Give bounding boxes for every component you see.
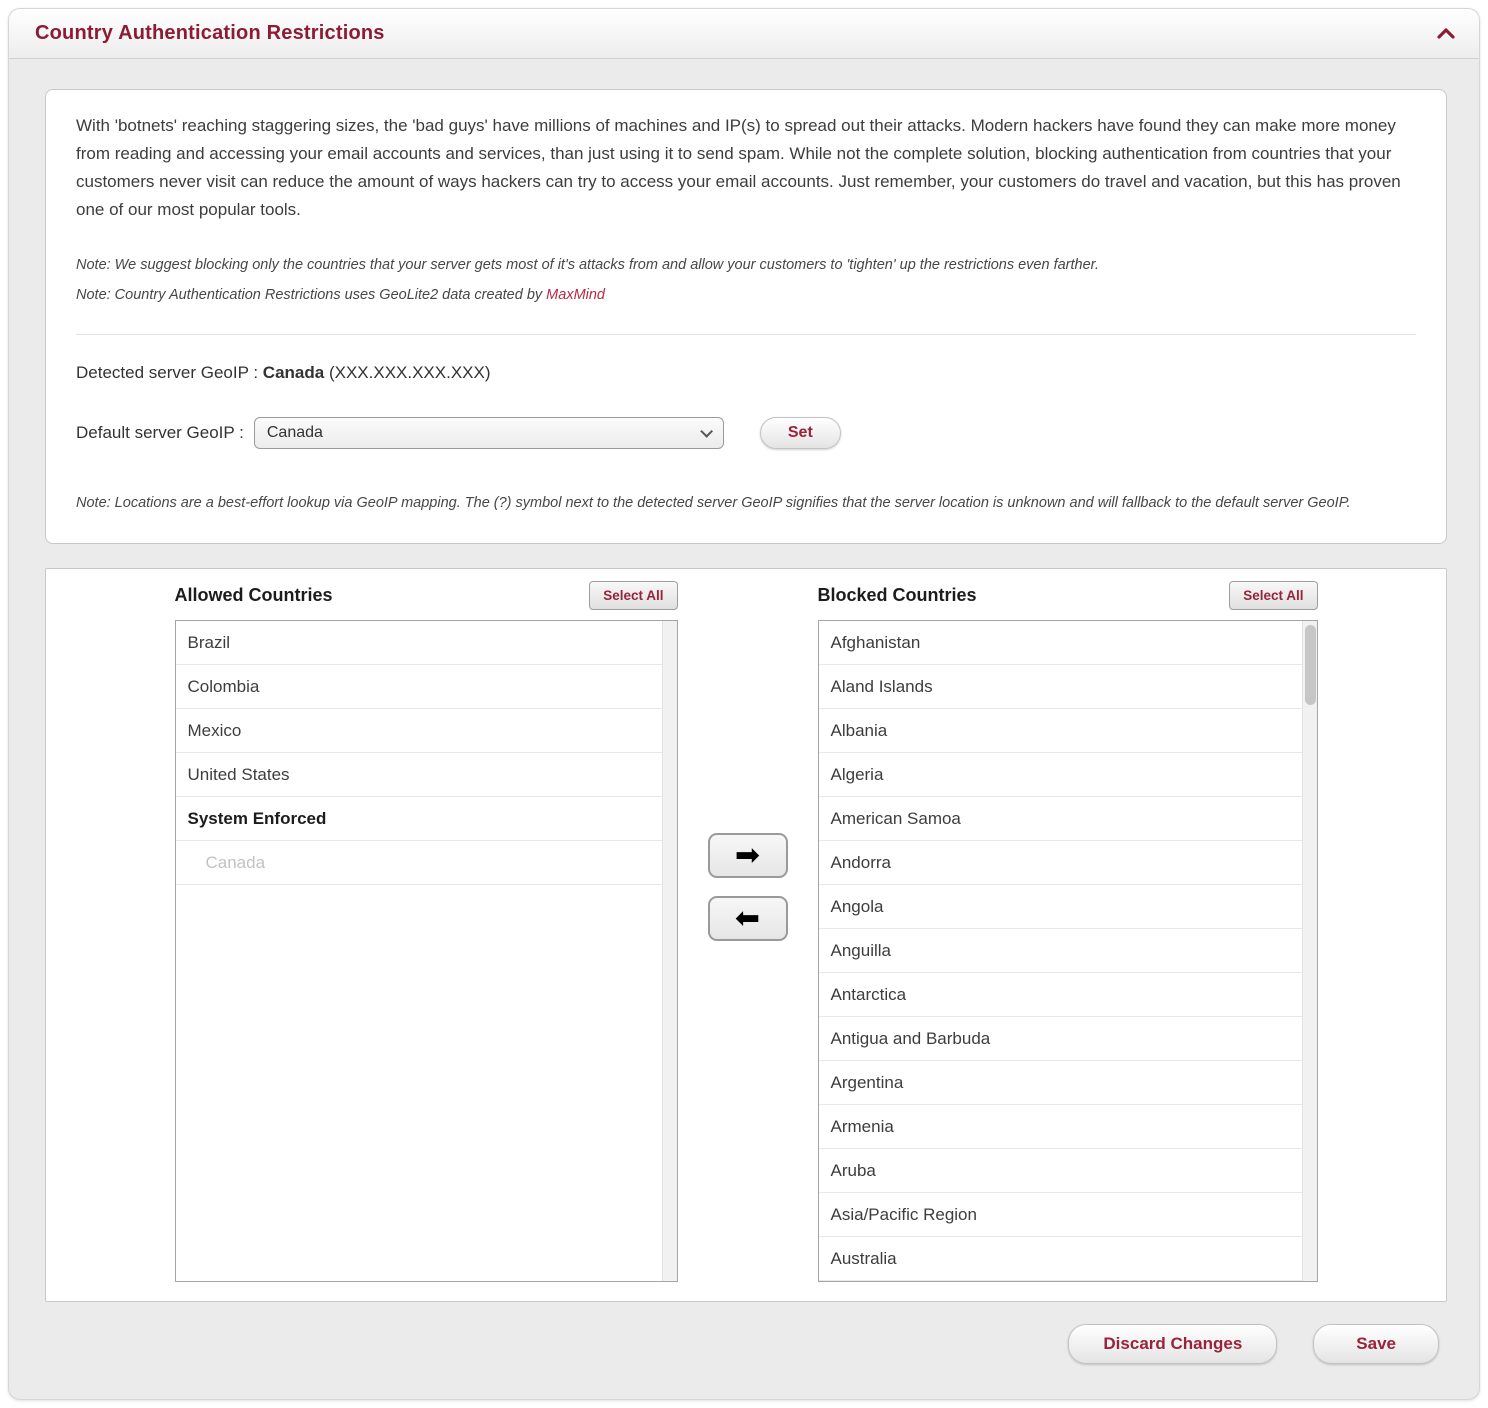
move-buttons: [708, 833, 788, 941]
detected-geoip-country: Canada: [262, 363, 325, 382]
allowed-country-item[interactable]: Colombia: [176, 665, 662, 709]
section-divider: [76, 334, 1416, 335]
blocked-countries-column: [818, 581, 1318, 1282]
system-enforced-item: Canada: [176, 841, 662, 885]
blocked-country-list: [819, 621, 1302, 1281]
system-enforced-header: System Enforced: [176, 797, 662, 841]
default-geoip-row: [76, 417, 1416, 449]
discard-changes-button[interactable]: Discard Changes: [1068, 1324, 1277, 1364]
note-blocking: Note: We suggest blocking only the countries that your server gets most of it's attacks from and allow your customers to 'tighten' up the restrictions even farther.: [76, 257, 1099, 273]
detected-geoip-line: [76, 363, 1416, 383]
save-button[interactable]: Save: [1313, 1324, 1439, 1364]
allowed-country-item[interactable]: United States: [176, 753, 662, 797]
blocked-country-item[interactable]: Aruba: [819, 1149, 1302, 1193]
maxmind-link[interactable]: MaxMind: [546, 287, 605, 303]
blocked-country-item[interactable]: Afghanistan: [819, 621, 1302, 665]
blocked-country-item[interactable]: Antigua and Barbuda: [819, 1017, 1302, 1061]
allowed-countries-title: Allowed Countries: [174, 585, 333, 605]
collapse-panel-button[interactable]: [1437, 28, 1455, 39]
arrow-left-icon: ⬅: [734, 901, 761, 935]
scrollbar-thumb[interactable]: [1305, 625, 1316, 705]
set-button[interactable]: Set: [760, 417, 841, 449]
note-locations: Note: Locations are a best-effort lookup via GeoIP mapping. The (?) symbol next to the detected server GeoIP signifies that the server location is unknown and will fallback to the default server GeoIP.: [76, 495, 1351, 511]
allowed-country-item[interactable]: Brazil: [176, 621, 662, 665]
blocked-country-item[interactable]: Australia: [819, 1237, 1302, 1281]
blocked-country-item[interactable]: Angola: [819, 885, 1302, 929]
allowed-countries-column: [175, 581, 678, 1282]
system-enforced-group: [176, 797, 662, 841]
notes-block: [76, 250, 1416, 310]
panel-title: Country Authentication Restrictions: [35, 22, 385, 44]
country-auth-restrictions-panel: [8, 8, 1480, 1400]
allowed-list-scrollbar[interactable]: [662, 621, 677, 1281]
blocked-country-item[interactable]: Anguilla: [819, 929, 1302, 973]
footer-actions: [9, 1324, 1439, 1364]
arrow-right-icon: ➡: [734, 838, 761, 872]
move-to-blocked-button[interactable]: [708, 833, 788, 878]
chevron-down-icon: [700, 425, 713, 438]
default-geoip-select[interactable]: [254, 417, 724, 449]
blocked-country-item[interactable]: Aland Islands: [819, 665, 1302, 709]
blocked-country-item[interactable]: Andorra: [819, 841, 1302, 885]
blocked-country-item[interactable]: Armenia: [819, 1105, 1302, 1149]
intro-paragraph: With 'botnets' reaching staggering sizes, the 'bad guys' have millions of machines and IP(s) to spread out their attacks. Modern hackers have found they can make more money from reading and accessing your email accounts and services, than just using it to send spam. While not the complete solution, blocking authentication from countries that your customers never visit can reduce the amount of ways hackers can try to access your email accounts. Just remember, your customers do travel and vacation, but this has proven one of our most popular tools.: [76, 116, 1401, 219]
blocked-country-item[interactable]: American Samoa: [819, 797, 1302, 841]
blocked-country-item[interactable]: Albania: [819, 709, 1302, 753]
system-enforced-list: [176, 841, 662, 885]
blocked-countries-listbox: [818, 620, 1318, 1282]
note-geolite: [76, 280, 1416, 310]
allowed-country-list: [176, 621, 662, 797]
note-geolite-text: Note: Country Authentication Restrictions uses GeoLite2 data created by: [76, 287, 547, 303]
allowed-country-item[interactable]: Mexico: [176, 709, 662, 753]
chevron-up-icon: [1437, 28, 1455, 39]
blocked-list-scrollbar[interactable]: [1302, 621, 1317, 1281]
blocked-country-item[interactable]: Asia/Pacific Region: [819, 1193, 1302, 1237]
default-geoip-selected-value: Canada: [266, 424, 323, 441]
info-box: [45, 89, 1447, 544]
blocked-country-item[interactable]: Algeria: [819, 753, 1302, 797]
blocked-countries-title: Blocked Countries: [817, 585, 977, 605]
default-geoip-label: Default server GeoIP :: [76, 423, 244, 442]
blocked-country-item[interactable]: Argentina: [819, 1061, 1302, 1105]
move-to-allowed-button[interactable]: [708, 896, 788, 941]
allowed-select-all-button[interactable]: Select All: [589, 581, 677, 610]
blocked-select-all-button[interactable]: Select All: [1229, 581, 1317, 610]
detected-geoip-label: Detected server GeoIP :: [76, 363, 259, 382]
country-lists-container: [45, 568, 1447, 1302]
detected-geoip-ip: (XXX.XXX.XXX.XXX): [328, 363, 491, 382]
panel-titlebar: [9, 9, 1479, 59]
blocked-country-item[interactable]: Antarctica: [819, 973, 1302, 1017]
allowed-countries-listbox: [175, 620, 678, 1282]
